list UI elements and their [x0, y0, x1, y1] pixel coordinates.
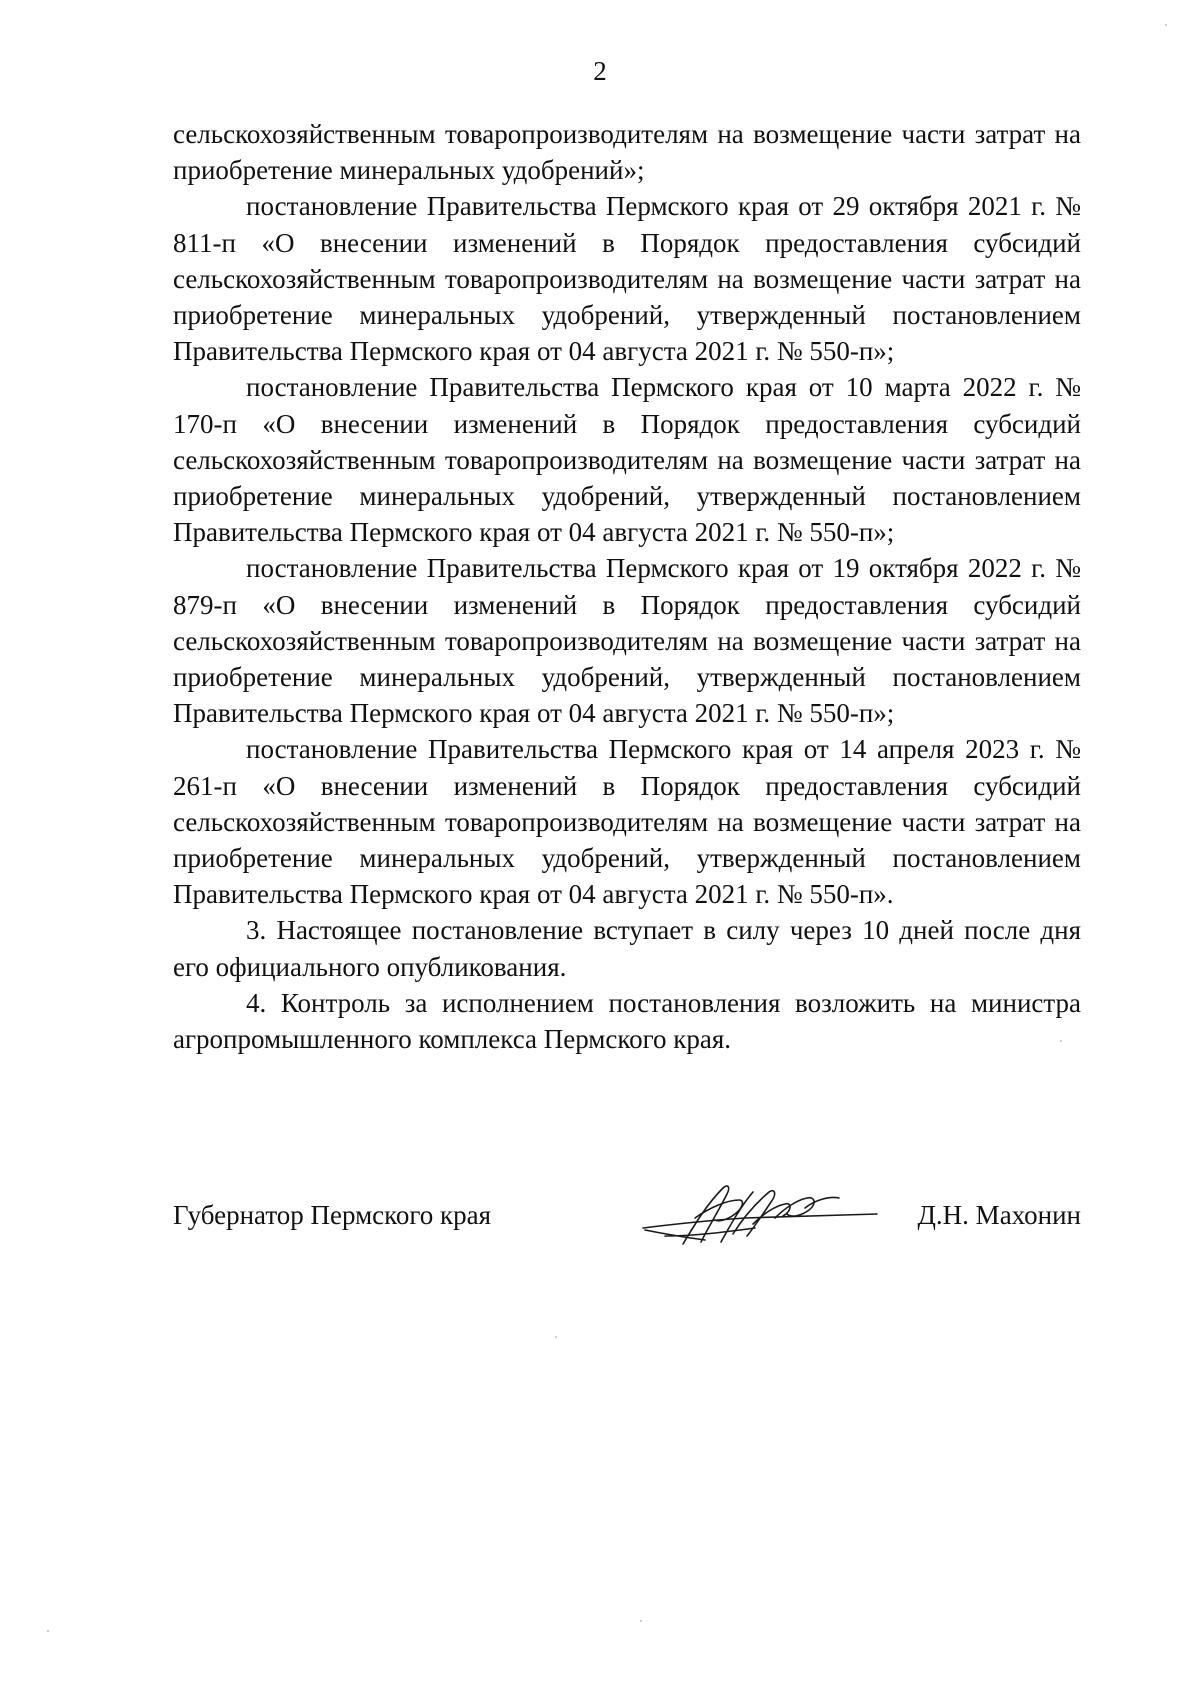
scan-speck — [1165, 24, 1167, 26]
scan-speck — [1060, 1040, 1062, 1042]
paragraph: постановление Правительства Пермского края от 19 октября 2022 г. № 879-п «О внесении изменений в Порядок предоставления субсидий сельскохозяйственным товаропроизводителям на возмещение части затрат на приобретение минеральных удобрений, утвержденный постановлением Правительства Пермского края от 04 августа 2021 г. № 550-п»; — [173, 553, 1081, 729]
scan-speck — [555, 1336, 557, 1338]
scan-speck — [640, 1620, 642, 1622]
signature-block — [173, 1200, 1081, 1260]
signatory-title: Губернатор Пермского края — [173, 1200, 492, 1230]
paragraph: постановление Правительства Пермского края от 29 октября 2021 г. № 811-п «О внесении изменений в Порядок предоставления субсидий сельскохозяйственным товаропроизводителям на возмещение части затрат на приобретение минеральных удобрений, утвержденный постановлением Правительства Пермского края от 04 августа 2021 г. № 550-п»; — [173, 191, 1081, 367]
scan-speck — [47, 1630, 49, 1632]
paragraph: 4. Контроль за исполнением постановления возложить на министра агропромышленного комплекса Пермского края. — [173, 987, 1081, 1055]
paragraph: 3. Настоящее постановление вступает в силу через 10 дней после дня его официального опубликования. — [173, 915, 1081, 982]
paragraph: постановление Правительства Пермского края от 10 марта 2022 г. № 170-п «О внесении изменений в Порядок предоставления субсидий сельскохозяйственным товаропроизводителям на возмещение части затрат на приобретение минеральных удобрений, утвержденный постановлением Правительства Пермского края от 04 августа 2021 г. № 550-п»; — [173, 372, 1081, 548]
document-body — [173, 116, 1081, 1057]
handwritten-signature-icon — [635, 1174, 885, 1254]
signatory-name: Д.Н. Махонин — [917, 1200, 1081, 1230]
paragraph: сельскохозяйственным товаропроизводителям на возмещение части затрат на приобретение минеральных удобрений»; — [173, 119, 1081, 186]
page-number: 2 — [593, 56, 607, 86]
paragraph: постановление Правительства Пермского края от 14 апреля 2023 г. № 261-п «О внесении изменений в Порядок предоставления субсидий сельскохозяйственным товаропроизводителям на возмещение части затрат на приобретение минеральных удобрений, утвержденный постановлением Правительства Пермского края от 04 августа 2021 г. № 550-п». — [173, 734, 1081, 910]
